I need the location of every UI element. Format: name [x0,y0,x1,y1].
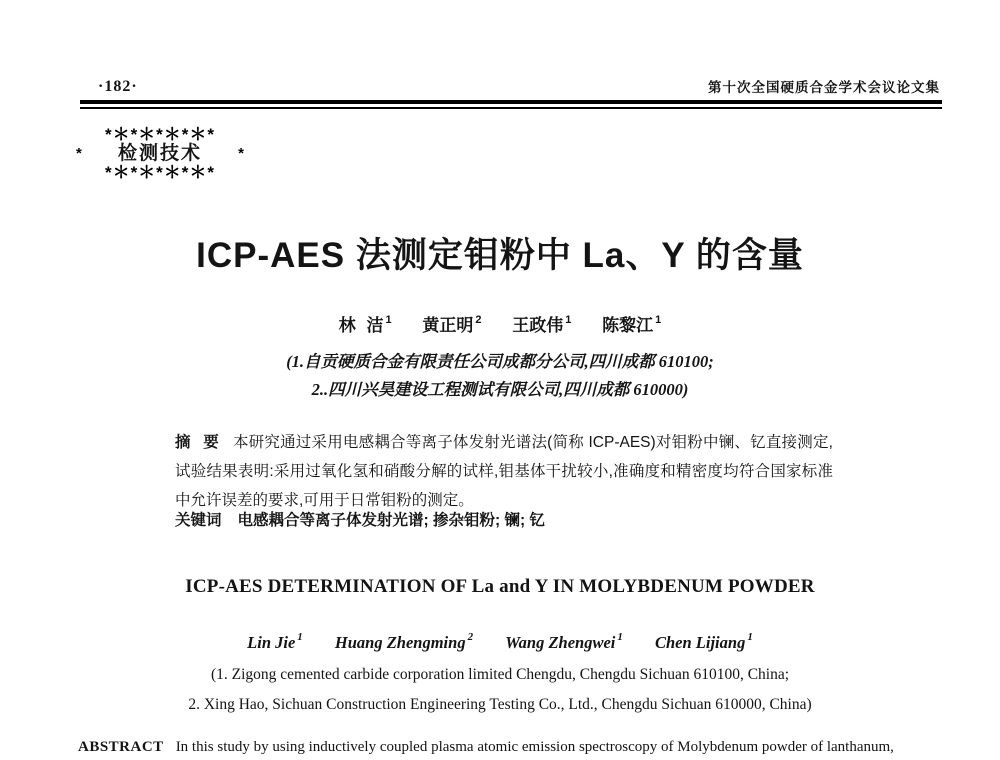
stamp-border-bottom-decoration-icon: *＊*＊*＊*＊* [104,163,216,182]
author-name: 黄正明 [422,316,474,335]
abstract-text-chinese: 本研究通过采用电感耦合等离子体发射光谱法(简称 ICP-AES)对钼粉中镧、钇直接测定,试验结果表明:采用过氧化氢和硝酸分解的试样,钼基体干扰较小,准确度和精密度均符合国家标准中允许误差的要求,可用于日常钼粉的测定。 [175,434,833,509]
keywords-chinese [175,506,855,535]
author-affiliation-superscript: 1 [385,314,392,327]
author-affiliation-superscript: 1 [747,631,753,643]
affiliation-line: (1. Zigong cemented carbide corporation limited Chengdu, Chengdu Sichuan 610100, China; [210,666,790,683]
stamp-border-right-decoration-icon: * [238,145,244,162]
author-name: Huang Zhengming [334,632,466,652]
header-rule-thin [80,107,942,109]
author-cn [512,316,571,335]
stamp-label: 检测技术 [117,143,202,164]
header-rule-thick [80,100,942,104]
authors-english [0,632,1000,653]
affiliation-line: (1.自贡硬质合金有限责任公司成都分公司,四川成都 610100; [286,352,714,371]
author-affiliation-superscript: 2 [467,631,474,643]
author-en [335,633,473,652]
author-name: Chen Lijiang [655,632,746,652]
author-affiliation-superscript: 2 [475,314,482,327]
keywords-label-chinese: 关键词 [175,512,222,529]
abstract-english [78,735,940,759]
proceedings-title: 第十次全国硬质合金学术会议论文集 [708,80,940,95]
running-head [98,76,940,96]
author-en [247,633,303,652]
author-name: 王政伟 [512,316,564,335]
page-number: ·182· [98,78,138,95]
author-name: Wang Zhengwei [505,632,616,652]
keywords-text-chinese: 电感耦合等离子体发射光谱; 掺杂钼粉; 镧; 钇 [237,512,545,529]
author-affiliation-superscript: 1 [617,631,623,643]
section-stamp [76,126,244,181]
author-en [655,633,753,652]
abstract-label-chinese: 摘 要 [175,434,219,451]
paper-title-english: ICP-AES DETERMINATION OF La and Y IN MOLYBDENUM POWDER [185,576,815,597]
affiliations-english [0,660,1000,720]
author-name: 林 洁 [338,316,384,335]
author-affiliation-superscript: 1 [297,631,303,643]
author-cn [602,316,661,335]
stamp-border-top-decoration-icon: *＊*＊*＊*＊* [104,125,216,144]
abstract-text-english: In this study by using inductively coupled plasma atomic emission spectroscopy of Molybdenum powder of lanthanum, [175,739,894,755]
affiliation-line: 2. Xing Hao, Sichuan Construction Engineering Testing Co., Ltd., Chengdu Sichuan 610000, China) [188,696,812,713]
abstract-label-english: ABSTRACT [78,739,164,755]
paper-title-chinese: ICP-AES 法测定钼粉中 La、Y 的含量 [196,236,804,275]
author-cn [422,316,481,335]
affiliation-line: 2..四川兴昊建设工程测试有限公司,四川成都 610000) [311,380,689,399]
author-affiliation-superscript: 1 [655,314,662,327]
stamp-border-left-decoration-icon: * [76,145,82,162]
author-name: Lin Jie [247,632,296,652]
author-affiliation-superscript: 1 [565,314,572,327]
affiliations-chinese [0,348,1000,404]
authors-chinese [0,311,1000,336]
author-en [505,633,623,652]
abstract-chinese [175,428,833,515]
header-rule [80,100,942,110]
author-name: 陈黎江 [602,316,654,335]
author-cn [339,316,392,335]
